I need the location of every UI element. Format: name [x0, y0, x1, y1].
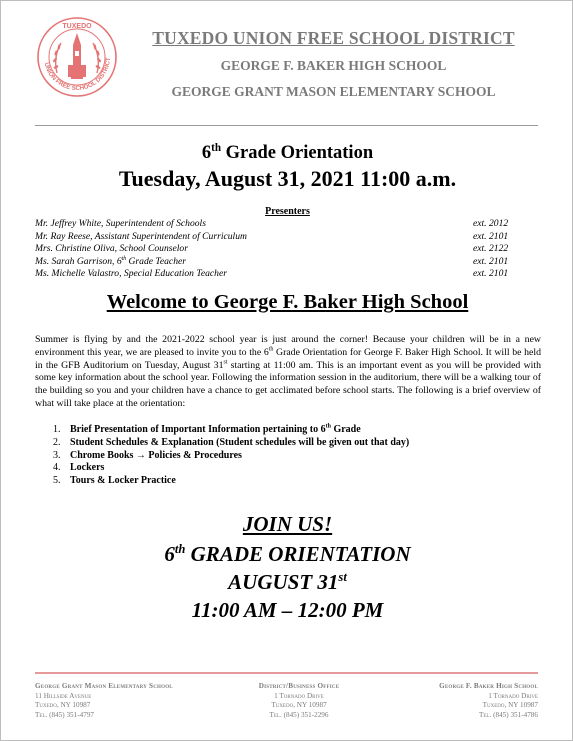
presenter-row: Ms. Michelle Valastro, Special Education Teacher ext. 2101 — [35, 268, 509, 280]
footer-district-address: District/Business Office 1 Tornado Drive Tuxedo, NY 10987 Tel. (845) 351-2296 — [258, 682, 340, 719]
footer-highschool-address: George F. Baker High School 1 Tornado Drive Tuxedo, NY 10987 Tel. (845) 351-4786 — [439, 682, 538, 719]
district-name: TUXEDO UNION FREE SCHOOL DISTRICT — [152, 28, 515, 48]
elementary-school-name: GEORGE GRANT MASON ELEMENTARY SCHOOL — [171, 84, 496, 99]
cta-grade-orientation: 6th GRADE ORIENTATION — [164, 542, 411, 566]
event-title: 6th Grade Orientation — [201, 141, 374, 163]
high-school-name: GEORGE F. BAKER HIGH SCHOOL — [220, 58, 447, 73]
intro-paragraph: Summer is flying by and the 2021-2022 school year is just around the corner! Because your children will be in a new environment this year, we are pleased to invite you to the 6th Grade Orientation for George F. Baker High School. It will be held in the GFB Auditorium on Tuesday, August 31st starting at 11:00 am. This is an important event as you will be provided with some key information about the school year. Following the information session in the auditorium, there will be a walking tour of the building so you and your children have a chance to get acclimated before school starts. The following is a brief overview of what will take place at the orientation: — [35, 334, 541, 409]
presenters-list — [35, 218, 515, 281]
presenter-row: Mr. Jeffrey White, Superintendent of Schools ext. 2012 — [35, 218, 509, 229]
list-item: 2. Student Schedules & Explanation (Student schedules will be given out that day) — [53, 436, 410, 448]
presenter-row: Ms. Sarah Garrison, 6th Grade Teacher ext. 2101 — [35, 255, 509, 267]
list-item: 3. Chrome Books → Policies & Procedures — [53, 449, 242, 461]
event-datetime: Tuesday, August 31, 2021 11:00 a.m. — [118, 166, 457, 191]
presenter-row: Mrs. Christine Oliva, School Counselor ext. 2122 — [35, 243, 509, 255]
list-item: 4. Lockers — [53, 462, 105, 474]
presenter-row: Mr. Ray Reese, Assistant Superintendent of Curriculum ext. 2101 — [35, 230, 509, 242]
list-item: 1. Brief Presentation of Important Information pertaining to 6th Grade — [53, 423, 361, 435]
agenda-list — [53, 424, 409, 488]
presenters-heading: Presenters — [265, 206, 310, 217]
district-seal-icon — [35, 15, 119, 107]
cta-time: 11:00 AM – 12:00 PM — [191, 598, 384, 622]
header-divider — [35, 125, 538, 126]
list-item: 5. Tours & Locker Practice — [53, 475, 176, 487]
welcome-heading: Welcome to George F. Baker High School — [106, 291, 469, 313]
footer-divider — [35, 672, 538, 674]
cta-date: AUGUST 31st — [228, 570, 347, 594]
seal-ring-text: UNION FREE SCHOOL DISTRICT — [42, 57, 113, 93]
footer-elementary-address: George Grant Mason Elementary School 11 Hillside Avenue Tuxedo, NY 10987 Tel. (845) 351-4797 — [35, 682, 173, 719]
join-us-heading: JOIN US! — [242, 512, 333, 536]
seal-top-text: TUXEDO — [62, 23, 92, 30]
